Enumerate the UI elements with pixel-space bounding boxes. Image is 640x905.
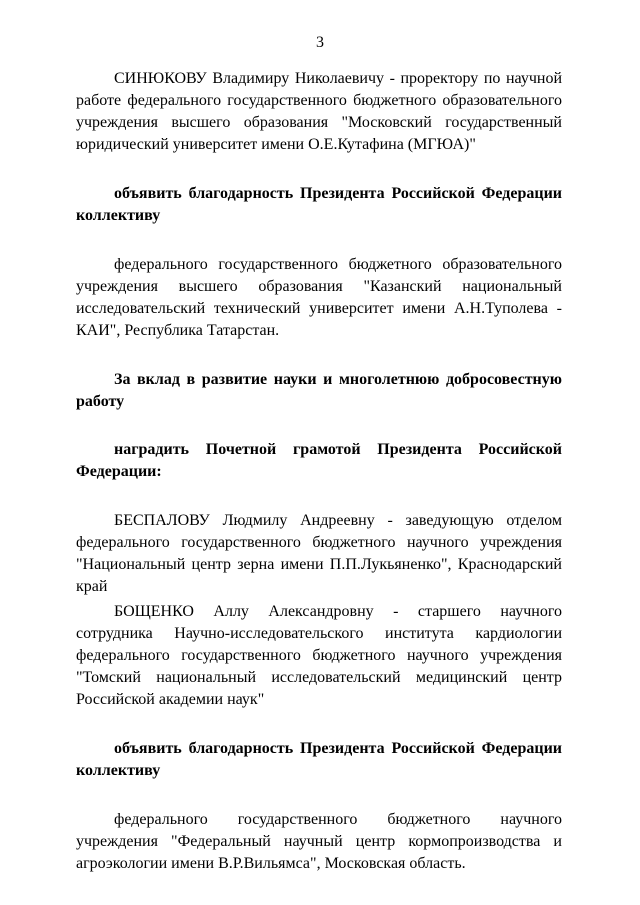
gratitude-heading: объявить благодарность Президента Российской Федерации коллективу (76, 740, 562, 779)
collective-williams-center: федерального государственного бюджетного научного учреждения "Федеральный научный центр кормопроизводства и агроэкологии имени В.Р.Вильямса", Московская область. (76, 811, 562, 872)
certificate-heading: наградить Почетной грамотой Президента Российской Федерации: (76, 441, 562, 480)
page-number: 3 (316, 34, 324, 51)
merit-heading: За вклад в развитие науки и многолетнюю добросовестную работу (76, 371, 562, 410)
award-recipient-bespalova: БЕСПАЛОВУ Людмилу Андреевну - заведующую отделом федерального государственного бюджетного научного учреждения "Национальный центр зерна имени П.П.Лукьяненко", Краснодарский край (76, 512, 562, 595)
collective-kai: федерального государственного бюджетного образовательного учреждения высшего образования "Казанский национальный исследовательский технический университет имени А.Н.Туполева - КАИ", Республика Татарстан. (76, 256, 562, 339)
document-body (76, 68, 562, 875)
award-recipient-boshchenko: БОЩЕНКО Аллу Александровну - старшего научного сотрудника Научно-исследовательского института кардиологии федерального государственного бюджетного научного учреждения "Томский национальный исследовательский медицинский центр Российской академии наук" (76, 603, 562, 708)
gratitude-heading: объявить благодарность Президента Российской Федерации коллективу (76, 185, 562, 224)
award-recipient-sinyukov: СИНЮКОВУ Владимиру Николаевичу - проректору по научной работе федерального государственного бюджетного образовательного учреждения высшего образования "Московский государственный юридический университет имени О.Е.Кутафина (МГЮА)" (76, 70, 562, 153)
